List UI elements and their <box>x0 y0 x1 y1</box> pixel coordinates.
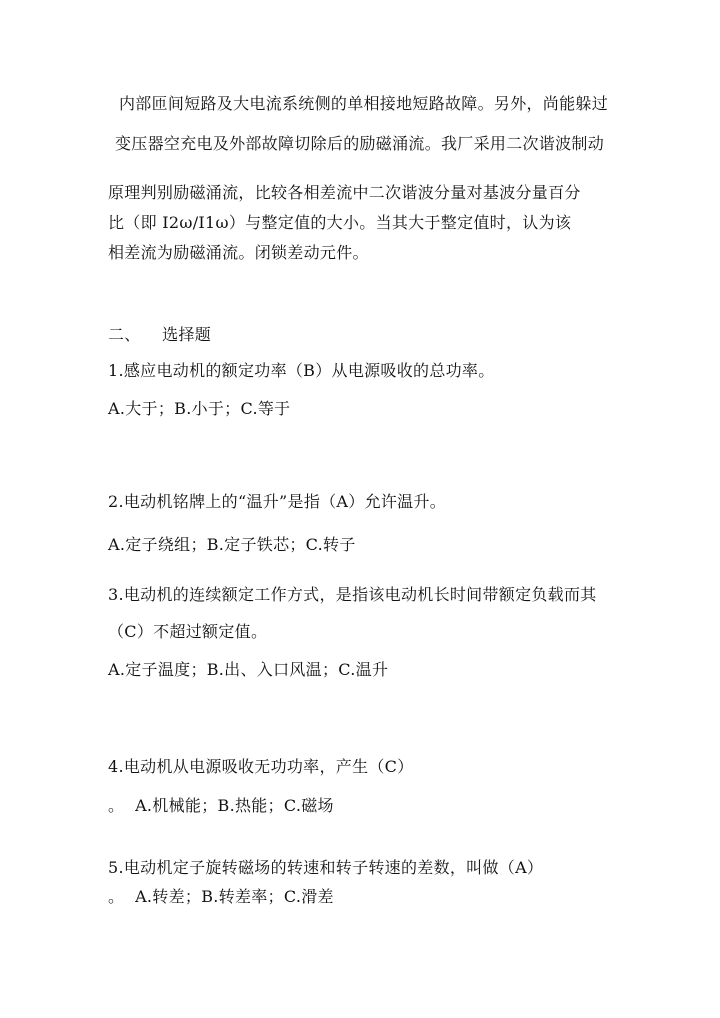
question-options: A.定子绕组；B.定子铁芯；C.转子 <box>108 535 356 554</box>
intro-line: 比（即 I2ω/I1ω）与整定值的大小。当其大于整定值时，认为该 <box>108 213 572 232</box>
question-text: 5.电动机定子旋转磁场的转速和转子转速的差数，叫做（A） <box>108 858 544 877</box>
section-heading: 二、 选择题 <box>108 325 212 344</box>
question-options: 。 A.机械能；B.热能；C.磁场 <box>108 796 334 815</box>
question-text: 3.电动机的连续额定工作方式，是指该电动机长时间带额定负载而其 <box>108 585 597 604</box>
intro-line: 内部匝间短路及大电流系统侧的单相接地短路故障。另外，尚能躲过 <box>119 94 609 113</box>
question-text: 1.感应电动机的额定功率（B）从电源吸收的总功率。 <box>108 361 495 380</box>
question-options: 。 A.转差；B.转差率；C.滑差 <box>108 887 334 906</box>
intro-line: 相差流为励磁涌流。闭锁差动元件。 <box>108 243 369 262</box>
question-text: 2.电动机铭牌上的“温升”是指（A）允许温升。 <box>108 492 447 511</box>
question-options: A.定子温度；B.出、入口风温；C.温升 <box>108 660 389 679</box>
intro-line: 原理判别励磁涌流，比较各相差流中二次谐波分量对基波分量百分 <box>108 183 581 202</box>
question-options: A.大于；B.小于；C.等于 <box>108 399 291 418</box>
intro-line: 变压器空充电及外部故障切除后的励磁涌流。我厂采用二次谐波制动 <box>115 134 605 153</box>
question-text: 4.电动机从电源吸收无功功率，产生（C） <box>108 757 414 776</box>
question-text: （C）不超过额定值。 <box>108 622 268 641</box>
